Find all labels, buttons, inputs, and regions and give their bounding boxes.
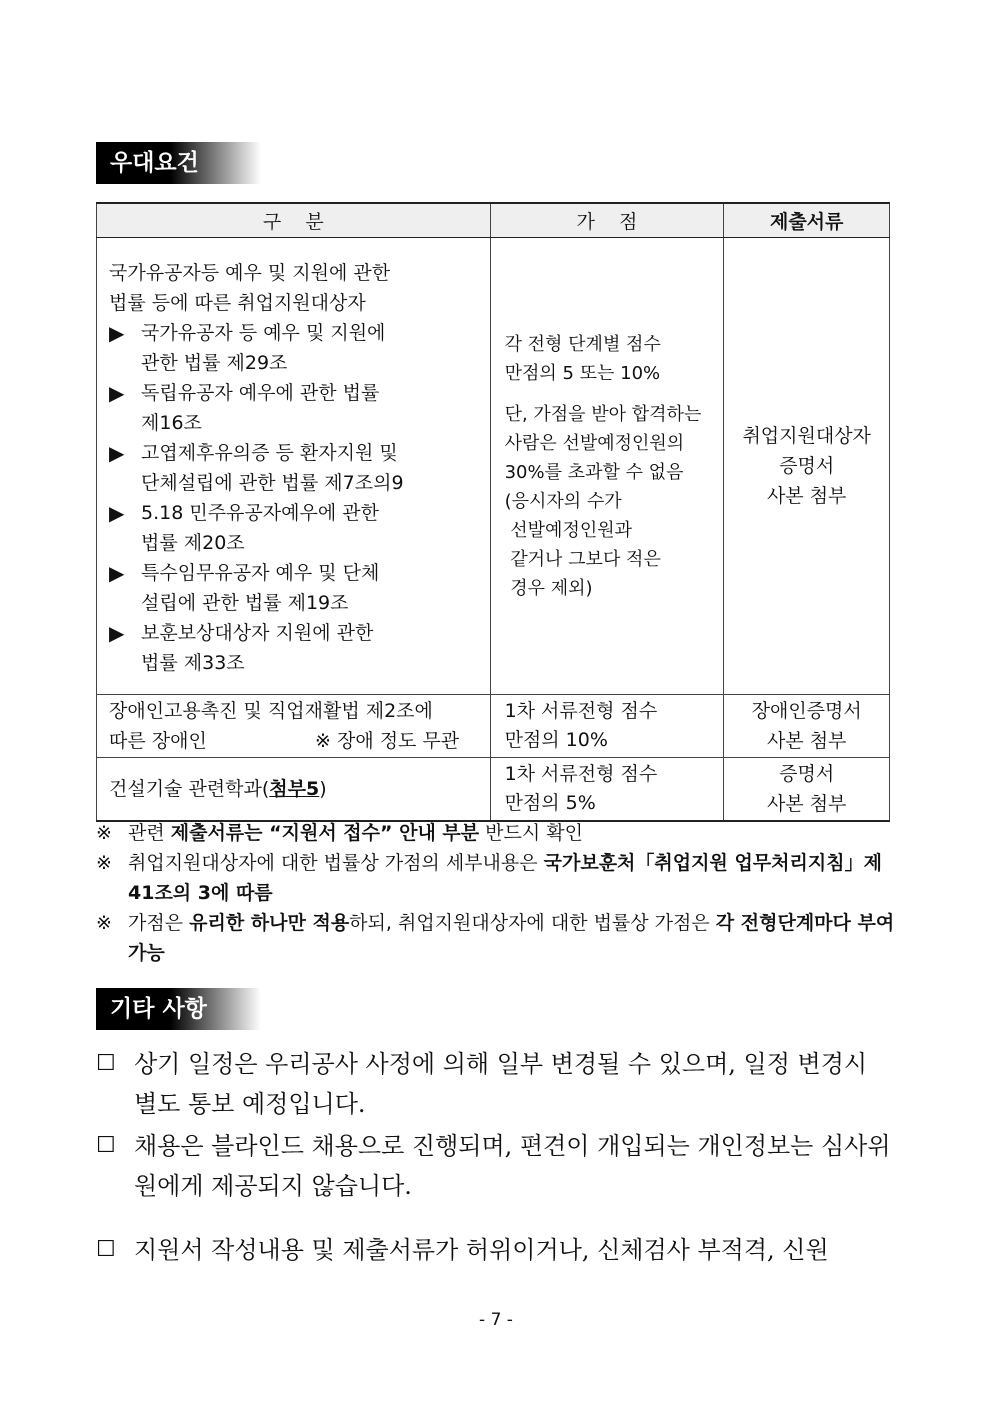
row3-bonus-line: 1차 서류전형 점수 (504, 763, 658, 785)
triangle-bullet-icon: ▶ (109, 621, 125, 645)
section-title-other: 기타 사항 (96, 988, 261, 1030)
list-item: ☐ 상기 일정은 우리공사 사정에 의해 일부 변경될 수 있으며, 일정 변경시 별도 통보 예정입니다. (96, 1044, 896, 1124)
table-row: 건설기술 관련학과(첨부5) 1차 서류전형 점수 만점의 5% 증명서 사본 첨부 (97, 758, 890, 822)
row2-bonus-line: 만점의 10% (504, 729, 608, 751)
page-number: - 7 - (479, 1310, 513, 1330)
list-item: ▶ 고엽제후유의증 등 환자지원 및 단체설립에 관한 법률 제7조의9 (109, 438, 490, 498)
bonus-condition: (응시자의 수가 (504, 490, 622, 512)
docs-line: 사본 첨부 (766, 485, 847, 507)
triangle-bullet-icon: ▶ (109, 441, 125, 465)
list-item: ▶ 국가유공자 등 예우 및 지원에 관한 법률 제29조 (109, 318, 490, 378)
row1-intro-line1: 국가유공자등 예우 및 지원에 관한 (109, 262, 391, 284)
header-documents: 제출서류 (724, 203, 890, 238)
header-bonus: 가 점 (490, 203, 724, 238)
bonus-condition: 선발예정인원과 (504, 519, 632, 541)
header-category: 구 분 (97, 203, 491, 238)
note-item: ※ 관련 제출서류는 “지원서 접수” 안내 부분 반드시 확인 (96, 822, 583, 844)
row2-docs-line: 장애인증명서 (751, 700, 862, 722)
attachment-link: 첨부5 (269, 778, 320, 800)
triangle-bullet-icon: ▶ (109, 321, 125, 345)
row3-docs-line: 사본 첨부 (766, 793, 847, 815)
row2-docs-line: 사본 첨부 (766, 730, 847, 752)
list-item: ▶ 특수임무유공자 예우 및 단체 설립에 관한 법률 제19조 (109, 558, 490, 618)
row3-category: 건설기술 관련학과( (109, 778, 270, 800)
bonus-line: 만점의 5 또는 10% (504, 362, 661, 384)
bonus-condition: 단, 가점을 받아 합격하는 (504, 403, 702, 425)
row2-category-line1: 장애인고용촉진 및 직업재활법 제2조에 (109, 700, 433, 722)
table-row (97, 695, 890, 758)
other-items (96, 1044, 896, 1270)
section-title-preference: 우대요건 (96, 142, 261, 184)
bonus-condition: 사람은 선발예정인원의 (504, 432, 685, 454)
notes (96, 818, 896, 968)
triangle-bullet-icon: ▶ (109, 381, 125, 405)
row2-bonus-line: 1차 서류전형 점수 (504, 700, 658, 722)
checkbox-icon: ☐ (96, 1051, 116, 1076)
preference-table (96, 202, 890, 822)
row2-note: ※ 장애 정도 무관 (315, 730, 460, 752)
row2-category-line2: 따른 장애인 (109, 730, 207, 752)
docs-line: 취업지원대상자 (742, 425, 871, 447)
triangle-bullet-icon: ▶ (109, 501, 125, 525)
list-item: ☐ 채용은 블라인드 채용으로 진행되며, 편견이 개입되는 개인정보는 심사위원에게 제공되지 않습니다. (96, 1126, 896, 1206)
row1-intro-line2: 법률 등에 따른 취업지원대상자 (109, 292, 366, 314)
note-item: ※ 취업지원대상자에 대한 법률상 가점의 세부내용은 국가보훈처「취업지원 업무처리지침」제41조의 3에 따름 (96, 852, 882, 904)
list-item: ▶ 5.18 민주유공자예우에 관한 법률 제20조 (109, 498, 490, 558)
note-item: ※ 가점은 유리한 하나만 적용하되, 취업지원대상자에 대한 법률상 가점은 각 전형단계마다 부여 가능 (96, 912, 895, 964)
triangle-bullet-icon: ▶ (109, 561, 125, 585)
list-item: ▶ 독립유공자 예우에 관한 법률 제16조 (109, 378, 490, 438)
row3-docs-line: 증명서 (779, 763, 835, 785)
bonus-condition: 경우 제외) (504, 577, 593, 599)
table-row (97, 238, 890, 695)
docs-line: 증명서 (779, 455, 835, 477)
checkbox-icon: ☐ (96, 1237, 116, 1262)
bonus-condition: 30%를 초과할 수 없음 (504, 461, 684, 483)
checkbox-icon: ☐ (96, 1133, 116, 1158)
bonus-line: 각 전형 단계별 점수 (504, 333, 661, 355)
bonus-condition: 같거나 그보다 적은 (504, 548, 661, 570)
row3-bonus-line: 만점의 5% (504, 792, 596, 814)
list-item: ☐ 지원서 작성내용 및 제출서류가 허위이거나, 신체검사 부적격, 신원 (96, 1230, 896, 1270)
list-item: ▶ 보훈보상대상자 지원에 관한 법률 제33조 (109, 618, 490, 678)
